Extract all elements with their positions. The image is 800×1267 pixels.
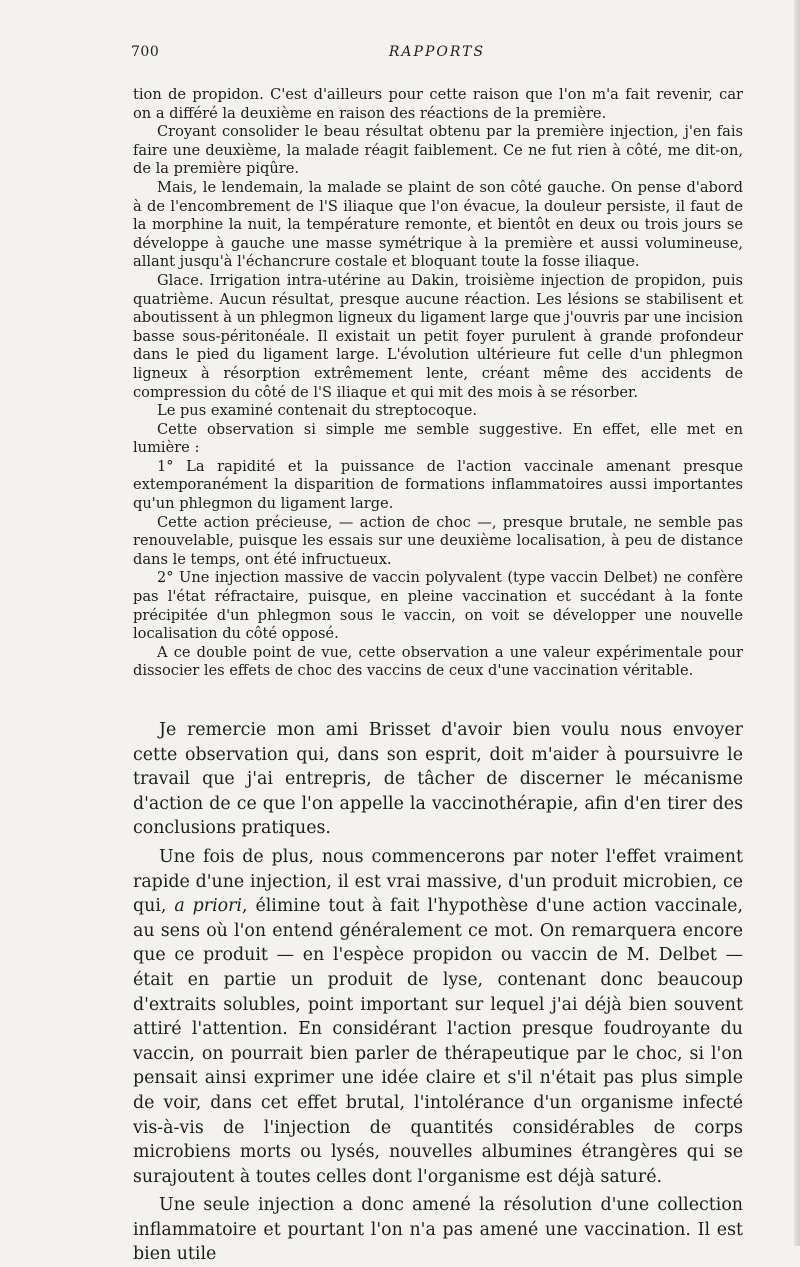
page-number: 700 [131, 44, 160, 60]
page-edge-shadow [794, 0, 800, 1246]
italic-latin-phrase: a priori [174, 896, 242, 917]
observation-paragraph: A ce double point de vue, cette observation a une valeur expérimentale pour dissocier les effets de choc des vaccins de ceux d'une vaccination véritable. [133, 643, 743, 680]
commentary-paragraph-2 [133, 845, 743, 1189]
commentary-text: Une fois de plus, nous commencerons par noter l'effet vraiment rapide d'une injection, il est vrai massive, d'un produit microbien, ce qui, [133, 846, 743, 917]
observation-paragraph: Mais, le lendemain, la malade se plaint de son côté gauche. On pense d'abord à de l'encombrement de l'S iliaque que l'on évacue, la douleur persiste, il faut de la morphine la nuit, la température remonte, et bientôt en deux ou trois jours se développe à gauche une masse symétrique à la première et aussi volumineuse, allant jusqu'à l'échancrure costale et bloquant toute la fosse iliaque. [133, 178, 743, 271]
commentary-paragraph-1: Je remercie mon ami Brisset d'avoir bien voulu nous envoyer cette observation qui, dans son esprit, doit m'aider à poursuivre le travail que j'ai entrepris, de tâcher de discerner le mécanisme d'action de ce que l'on appelle la vaccinothérapie, afin d'en tirer des conclusions pratiques. [133, 720, 743, 839]
observation-paragraph: Glace. Irrigation intra-utérine au Dakin, troisième injection de propidon, puis quatrième. Aucun résultat, presque aucune réaction. Les lésions se stabilisent et aboutissent à un phlegmon ligneux du ligament large que j'ouvris par une incision basse sous-péritonéale. Il existait un petit foyer purulent à grande profondeur dans le pied du ligament large. L'évolution ultérieure fut celle d'un phlegmon ligneux à résorption extrêmement lente, créant même des accidents de compression du côté de l'S iliaque et qui mit des mois à se résorber. [133, 271, 743, 401]
observation-block [133, 86, 743, 681]
observation-paragraph: Cette observation si simple me semble suggestive. En effet, elle met en lumière : [133, 420, 743, 457]
commentary-paragraph-3: Une seule injection a donc amené la résolution d'une collection inflammatoire et pourtant l'on n'a pas amené une vaccination. Il est bien utile [133, 1195, 743, 1265]
commentary-block [133, 718, 743, 1267]
observation-paragraph: Croyant consolider le beau résultat obtenu par la première injection, j'en fais faire une deuxième, la malade réagit faiblement. Ce ne fut rien à côté, me dit-on, de la première piqûre. [133, 123, 743, 178]
observation-paragraph: Cette action précieuse, — action de choc —, presque brutale, ne semble pas renouvelable, puisque les essais sur une deuxième localisation, à peu de distance dans le temps, ont été infructueux. [133, 513, 743, 568]
running-title: RAPPORTS [388, 44, 486, 60]
commentary-text: , élimine tout à fait l'hypothèse d'une action vaccinale, au sens où l'on entend généralement ce mot. On remarquera encore que ce produit — en l'espèce propidon ou vaccin de M. Delbet — était en partie un produit de lyse, contenant donc beaucoup d'extraits solubles, point important sur lequel j'ai déjà bien souvent attiré l'attention. En considérant l'action presque foudroyante du vaccin, on pourrait bien parler de thérapeutique par le choc, si l'on pensait ainsi exprimer une idée claire et s'il n'était pas plus simple de voir, dans cet effet brutal, l'intolérance d'un organisme infecté vis-à-vis de l'injection de quantités considérables de corps microbiens morts ou lysés, nouvelles albumines étrangères qui se surajoutent à toutes celles dont l'organisme est déjà saturé. [133, 896, 744, 1187]
page-header [131, 44, 743, 64]
observation-paragraph: 2° Une injection massive de vaccin polyvalent (type vaccin Delbet) ne confère pas l'état réfractaire, puisque, en pleine vaccination et succédant à la fonte précipitée d'un phlegmon sous le vaccin, on voit se développer une nouvelle localisation du côté opposé. [133, 569, 743, 643]
observation-paragraph: 1° La rapidité et la puissance de l'action vaccinale amenant presque extemporanément la disparition de formations inflammatoires aussi importantes qu'un phlegmon du ligament large. [133, 457, 743, 513]
observation-paragraph: Le pus examiné contenait du streptocoque. [157, 402, 478, 420]
observation-paragraph: tion de propidon. C'est d'ailleurs pour cette raison que l'on m'a fait revenir, car on a différé la deuxième en raison des réactions de la première. [133, 86, 743, 122]
